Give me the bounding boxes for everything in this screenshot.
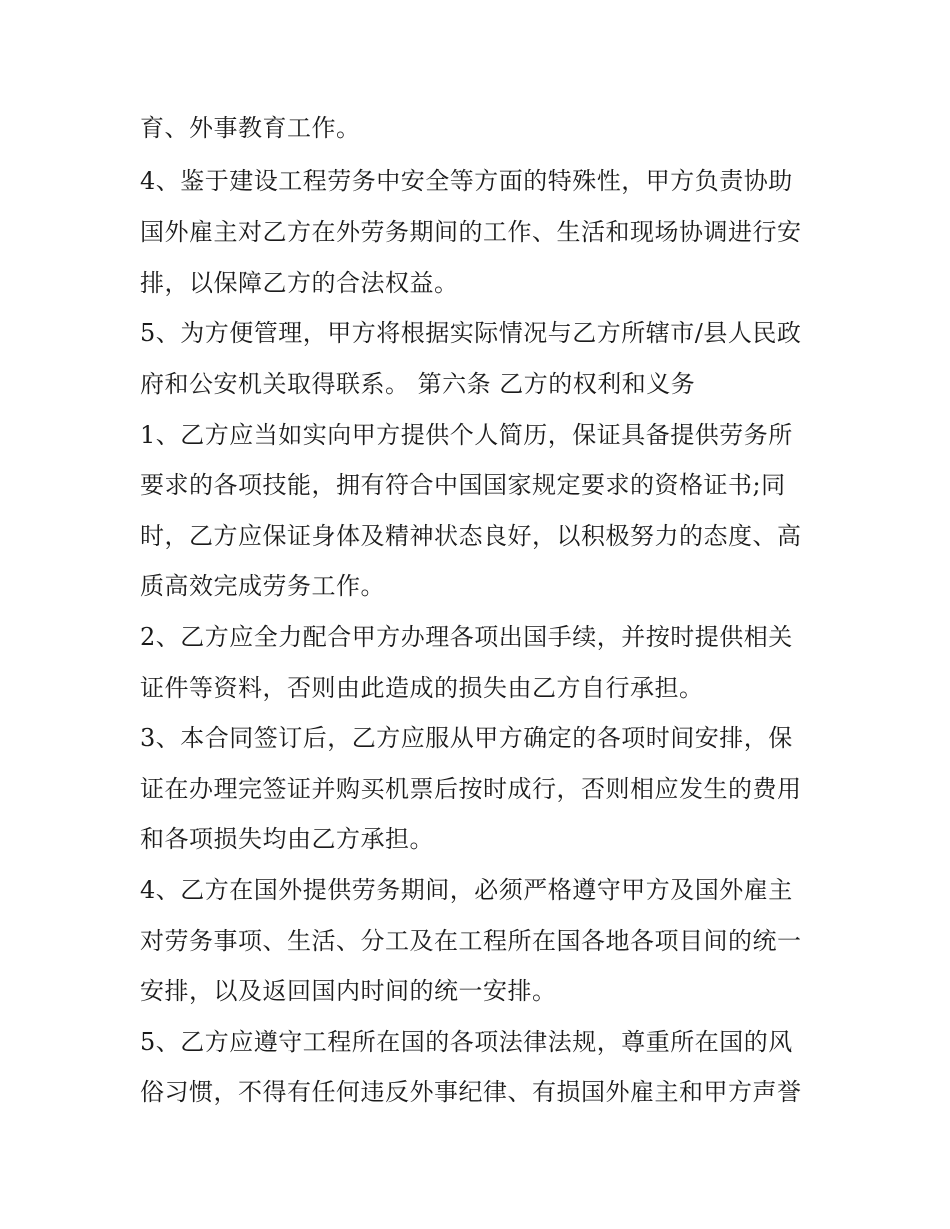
text-line: 时，乙方应保证身体及精神状态良好，以积极努力的态度、高 [140,522,802,550]
text-line: 2、乙方应全力配合甲方办理各项出国手续，并按时提供相关 [140,623,793,651]
text-line: 5、乙方应遵守工程所在国的各项法律法规，尊重所在国的风 [140,1028,793,1056]
text-line: 4、鉴于建设工程劳务中安全等方面的特殊性，甲方负责协助 [140,167,793,195]
text-line: 1、乙方应当如实向甲方提供个人简历，保证具备提供劳务所 [140,421,793,449]
text-line: 育、外事教育工作。 [140,114,361,142]
text-line: 府和公安机关取得联系。 第六条 乙方的权利和义务 [140,370,696,398]
text-line: 3、本合同签订后，乙方应服从甲方确定的各项时间安排，保 [140,724,793,752]
text-line: 排，以保障乙方的合法权益。 [140,269,459,297]
text-line: 安排，以及返回国内时间的统一安排。 [140,977,557,1005]
text-line: 国外雇主对乙方在外劳务期间的工作、生活和现场协调进行安 [140,218,802,246]
text-line: 俗习惯，不得有任何违反外事纪律、有损国外雇主和甲方声誉 [140,1078,802,1106]
text-line: 5、为方便管理，甲方将根据实际情况与乙方所辖市/县人民政 [140,319,802,347]
text-line: 证件等资料，否则由此造成的损失由乙方自行承担。 [140,674,704,702]
text-line: 证在办理完签证并购买机票后按时成行，否则相应发生的费用 [140,775,802,803]
text-line: 质高效完成劳务工作。 [140,572,385,600]
text-line: 和各项损失均由乙方承担。 [140,825,434,853]
text-line: 要求的各项技能，拥有符合中国国家规定要求的资格证书;同 [140,471,786,499]
text-line: 对劳务事项、生活、分工及在工程所在国各地各项目间的统一 [140,927,802,955]
text-line: 4、乙方在国外提供劳务期间，必须严格遵守甲方及国外雇主 [140,876,793,904]
